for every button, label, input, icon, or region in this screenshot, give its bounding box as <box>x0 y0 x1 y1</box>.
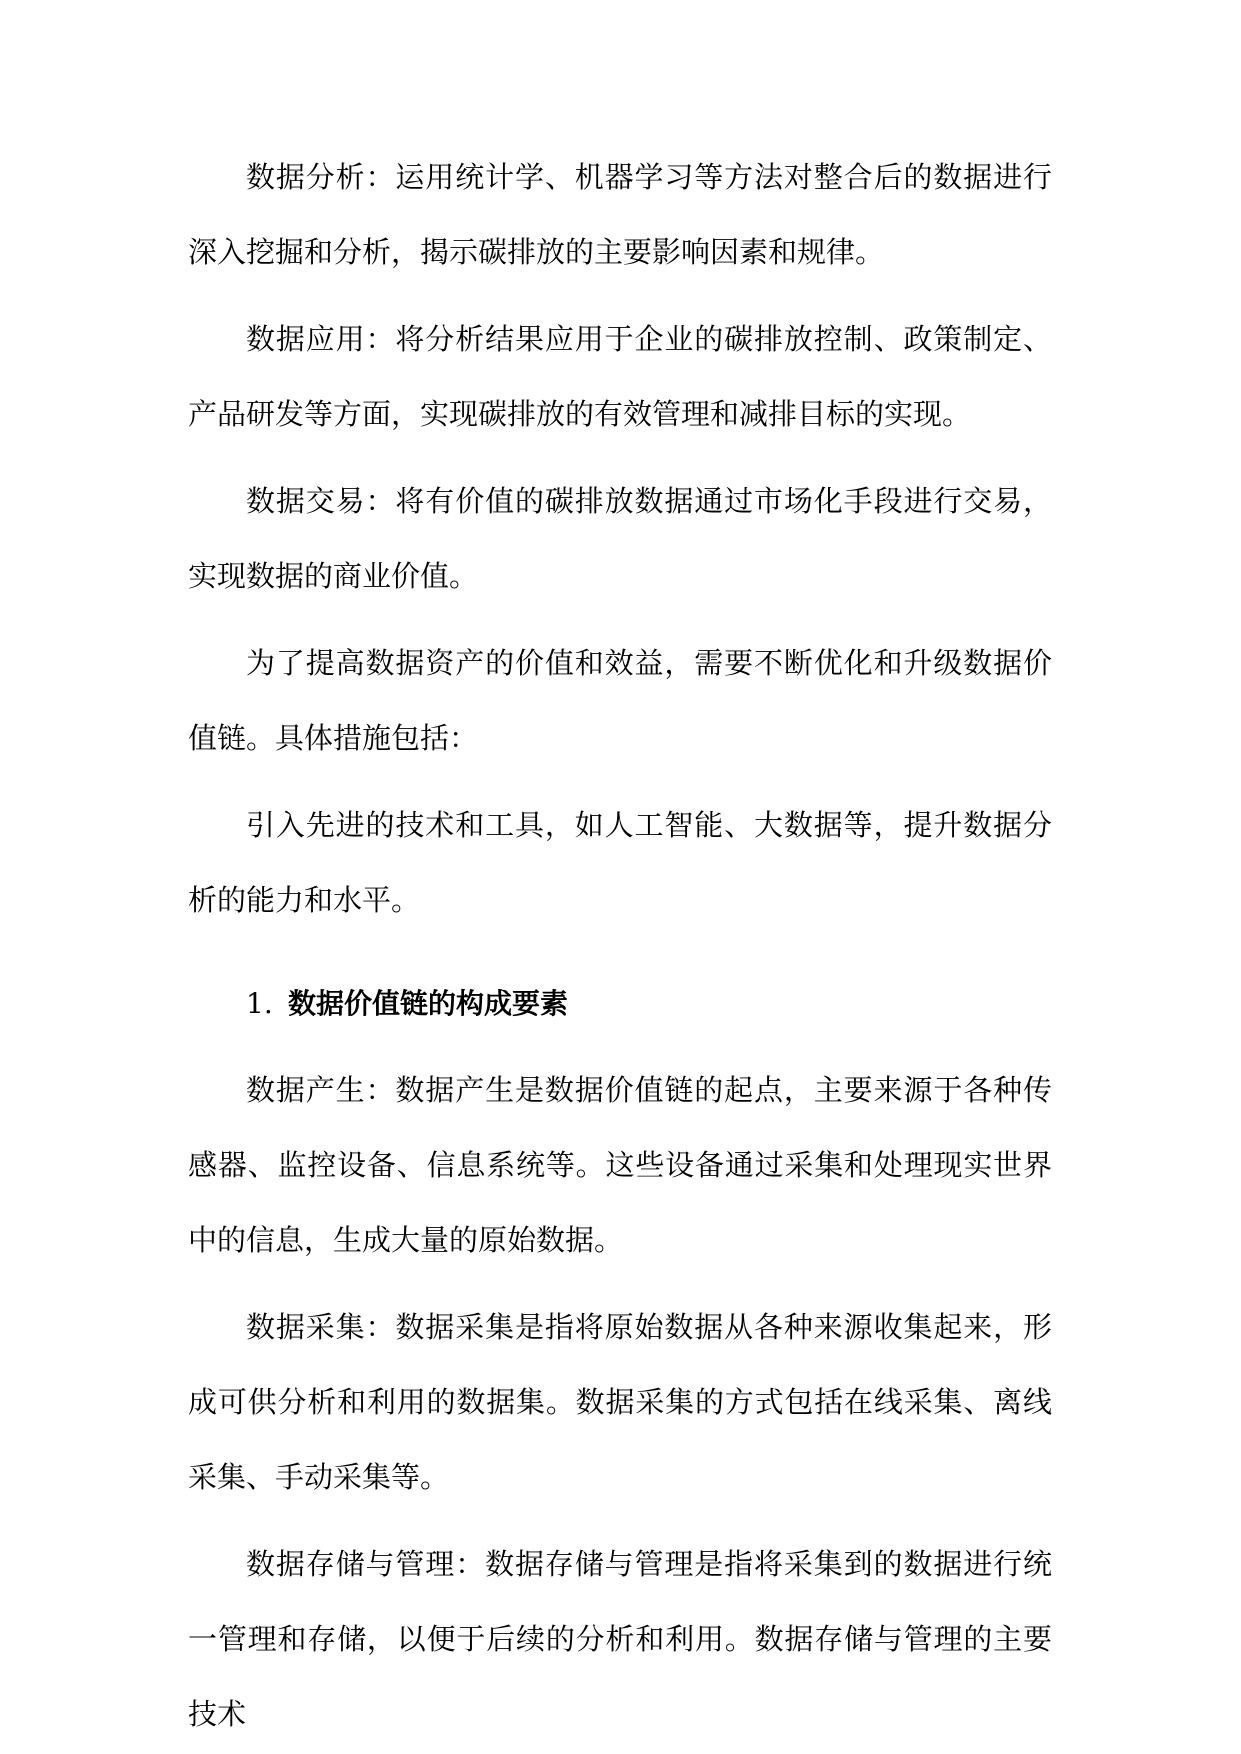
paragraph-advanced-tools: 引入先进的技术和工具，如人工智能、大数据等，提升数据分析的能力和水平。 <box>188 808 1052 917</box>
section-title: 数据价值链的构成要素 <box>288 987 569 1020</box>
paragraph-gap <box>188 1515 1052 1527</box>
section-heading <box>188 966 1052 1041</box>
section-spacer <box>188 938 1052 966</box>
paragraph-data-application: 数据应用：将分析结果应用于企业的碳排放控制、政策制定、产品研发等方面，实现碳排放的有效管理和减排目标的实现。 <box>188 322 1052 431</box>
paragraph-gap <box>188 614 1052 626</box>
paragraph-data-collection: 数据采集：数据采集是指将原始数据从各种来源收集起来，形成可供分析和利用的数据集。数据采集的方式包括在线采集、离线采集、手动采集等。 <box>188 1310 1052 1494</box>
section-number: 1. <box>246 987 273 1020</box>
paragraph-gap <box>188 1278 1052 1290</box>
paragraph-data-analysis: 数据分析：运用统计学、机器学习等方法对整合后的数据进行深入挖掘和分析，揭示碳排放的主要影响因素和规律。 <box>188 160 1052 269</box>
document-body <box>188 140 1052 1752</box>
paragraph-gap <box>188 776 1052 788</box>
paragraph-data-storage-management: 数据存储与管理：数据存储与管理是指将采集到的数据进行统一管理和存储，以便于后续的分析和利用。数据存储与管理的主要技术 <box>188 1547 1052 1731</box>
paragraph-gap <box>188 290 1052 302</box>
paragraph-data-generation: 数据产生：数据产生是数据价值链的起点，主要来源于各种传感器、监控设备、信息系统等。这些设备通过采集和处理现实世界中的信息，生成大量的原始数据。 <box>188 1073 1052 1257</box>
paragraph-value-chain-optimization: 为了提高数据资产的价值和效益，需要不断优化和升级数据价值链。具体措施包括： <box>188 646 1052 755</box>
paragraph-data-trading: 数据交易：将有价值的碳排放数据通过市场化手段进行交易，实现数据的商业价值。 <box>188 484 1052 593</box>
paragraph-gap <box>188 1041 1052 1053</box>
paragraph-gap <box>188 452 1052 464</box>
